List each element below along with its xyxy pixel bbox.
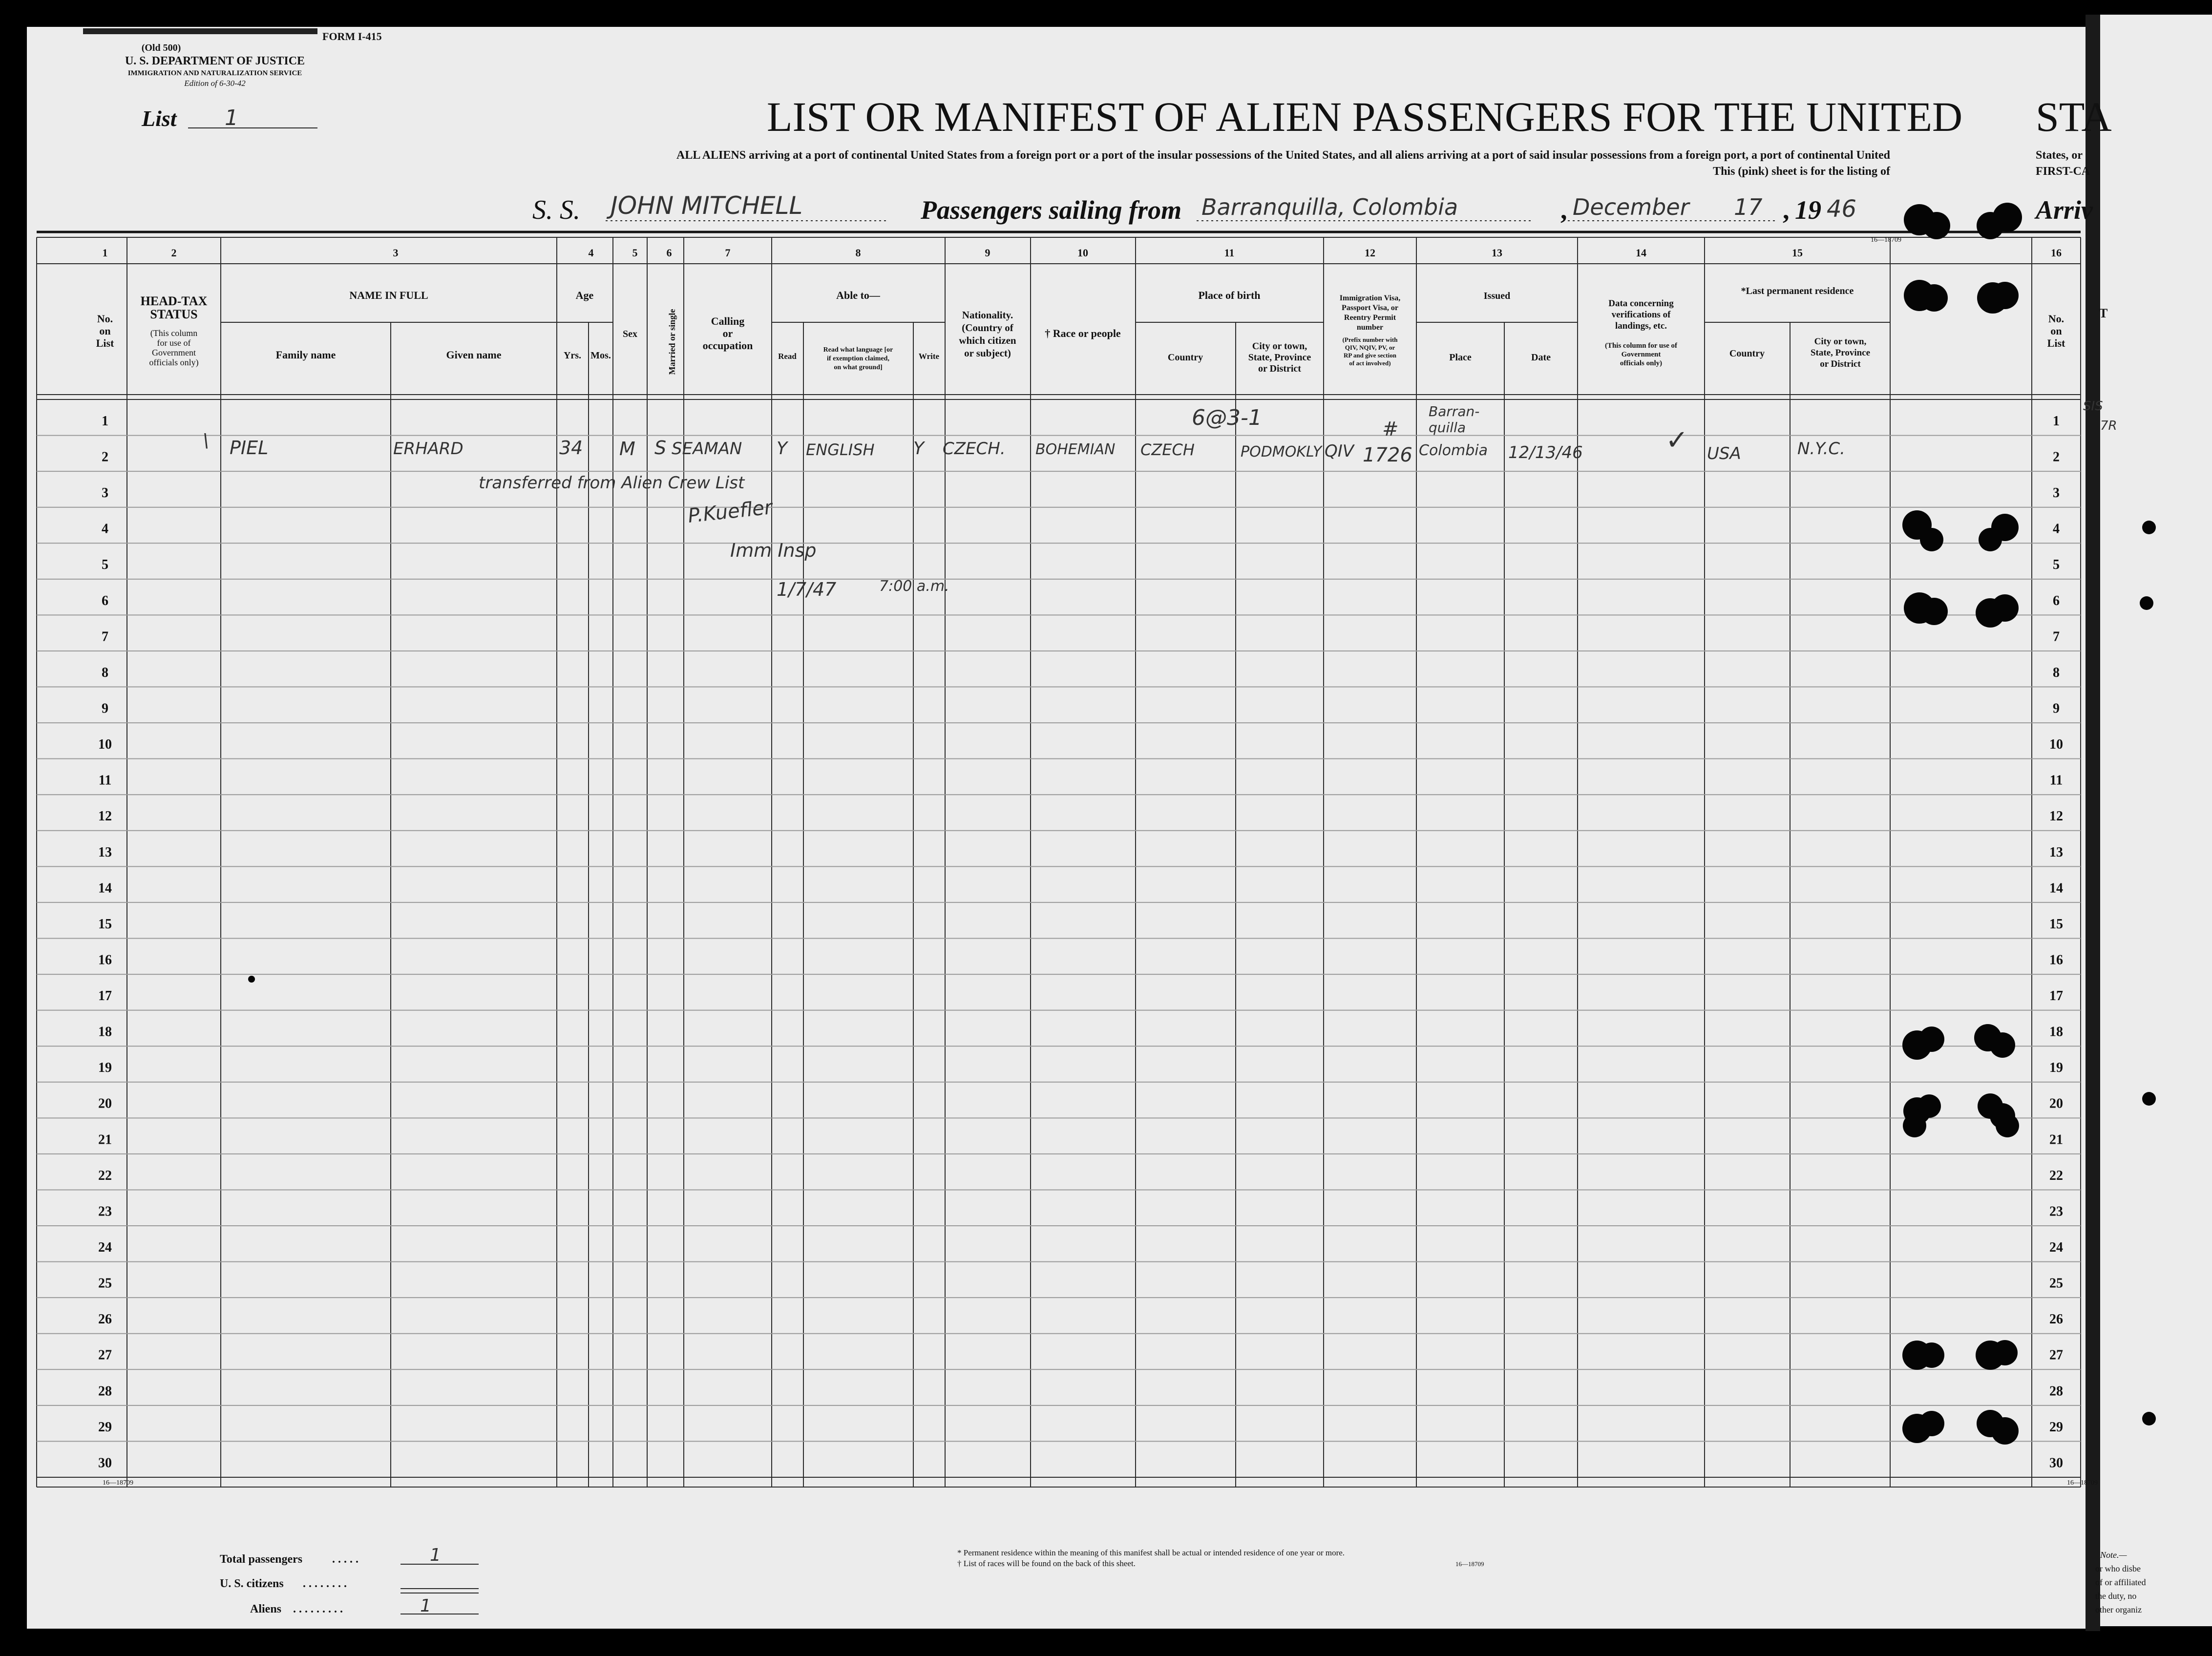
total-passengers-value: 1: [430, 1545, 441, 1565]
svg-text:Country: Country: [1167, 352, 1203, 363]
svg-text:Place: Place: [1449, 352, 1472, 363]
svg-text:3: 3: [393, 247, 399, 259]
svg-text:No.: No.: [97, 313, 113, 325]
married-header: Married or single: [667, 309, 677, 375]
row-number: 1: [2053, 413, 2060, 429]
paper-right-strip: [2095, 15, 2212, 1626]
svg-text:Country: Country: [1729, 348, 1765, 359]
svg-text:. . . . .: . . . . .: [332, 1553, 358, 1566]
row-number: 2: [102, 449, 108, 465]
row-number: 11: [98, 773, 112, 788]
sailing-label: Passengers sailing from: [921, 195, 1182, 225]
issued-date: 12/13/46: [1508, 443, 1583, 462]
svg-text:officials only): officials only): [149, 357, 199, 367]
row-number: 26: [98, 1312, 112, 1327]
row-number: 7: [102, 629, 108, 645]
manifest-title-right: STA: [2036, 93, 2112, 140]
svg-text:(This column for use of: (This column for use of: [1604, 342, 1678, 350]
row-number: 17: [2049, 988, 2063, 1004]
row-number: 6: [102, 593, 108, 608]
sex: M: [619, 438, 635, 460]
svg-text:13: 13: [1492, 247, 1502, 259]
svg-text:(Prefix number with: (Prefix number with: [1342, 336, 1398, 343]
row-number: 1: [102, 413, 108, 429]
svg-text:STATUS: STATUS: [150, 307, 198, 321]
svg-text:on what ground]: on what ground]: [834, 364, 883, 371]
print-code-left: 16—18709: [103, 1479, 133, 1487]
svg-text:Passport Visa, or: Passport Visa, or: [1342, 304, 1398, 312]
svg-text:Government: Government: [152, 348, 196, 357]
svg-text:4: 4: [588, 247, 594, 259]
row-number: 16: [98, 952, 112, 968]
svg-text:Data concerning: Data concerning: [1608, 298, 1674, 309]
head-tax-header: HEAD-TAX: [140, 294, 208, 308]
name-in-full-header: NAME IN FULL: [349, 289, 428, 301]
svg-text:8: 8: [855, 247, 861, 259]
head-tax-mark: \: [203, 430, 209, 451]
row-number: 5: [2053, 557, 2060, 573]
row-number: 21: [98, 1132, 112, 1148]
svg-text:Read: Read: [778, 352, 797, 361]
row-number: 3: [102, 485, 108, 501]
row-number: 12: [98, 809, 112, 824]
date-day: 17: [1734, 194, 1763, 220]
svg-text:List: List: [96, 337, 114, 349]
fold-shadow: [2086, 15, 2100, 1631]
write: Y: [913, 439, 924, 459]
read: Y: [777, 439, 787, 459]
row-number: 14: [2049, 880, 2063, 896]
footnote-code: 16—18709: [1455, 1560, 1484, 1568]
row-number: 13: [98, 844, 112, 860]
row-number: 30: [2049, 1455, 2063, 1471]
birth-city: PODMOKLY: [1241, 443, 1322, 461]
subtitle-1-right: States, or: [2036, 149, 2083, 162]
svg-text:15: 15: [1792, 247, 1803, 259]
svg-text:,: ,: [1783, 195, 1790, 225]
svg-text:. . . . . . . .: . . . . . . . .: [303, 1577, 347, 1590]
service: IMMIGRATION AND NATURALIZATION SERVICE: [127, 69, 302, 77]
row-number: 25: [98, 1276, 112, 1291]
svg-text:Mos.: Mos.: [590, 350, 611, 361]
row-number: 2: [2053, 449, 2060, 465]
svg-text:QIV, NQIV, PV, or: QIV, NQIV, PV, or: [1345, 344, 1395, 351]
svg-text:Calling: Calling: [711, 315, 745, 327]
svg-text:on: on: [99, 325, 111, 337]
row-number: 20: [98, 1096, 112, 1111]
svg-text:11: 11: [1224, 247, 1235, 259]
race: BOHEMIAN: [1035, 441, 1116, 458]
svg-text:(Country of: (Country of: [962, 322, 1013, 334]
right-note-3: of or affiliated: [2095, 1577, 2146, 1587]
svg-text:verifications of: verifications of: [1611, 310, 1671, 320]
row-number: 14: [98, 880, 112, 896]
list-value: 1: [225, 105, 238, 130]
footnote-1: * Permanent residence within the meaning of this manifest shall be actual or intended residence of one year or more.: [957, 1548, 1345, 1557]
verification: ✓: [1665, 424, 1688, 456]
age-yrs: 34: [559, 437, 583, 459]
svg-text:,: ,: [1560, 195, 1567, 225]
row-number: 3: [2053, 485, 2060, 501]
svg-text:RP and give section: RP and give section: [1344, 352, 1396, 359]
row-number: 16: [2049, 952, 2063, 968]
svg-text:for use of: for use of: [157, 338, 191, 348]
row-number: 6: [2053, 593, 2060, 608]
us-citizens-label: U. S. citizens: [220, 1577, 284, 1590]
paper-main: [27, 27, 2088, 1629]
married: S: [654, 437, 667, 459]
total-passengers-label: Total passengers: [220, 1553, 303, 1566]
svg-text:Nationality.: Nationality.: [962, 309, 1013, 321]
svg-text:16: 16: [2051, 247, 2062, 259]
issued-place: Colombia: [1419, 442, 1488, 459]
row-number: 29: [2049, 1419, 2063, 1435]
svg-text:14: 14: [1636, 247, 1646, 259]
right-note-4: the duty, no: [2095, 1591, 2137, 1601]
row-number: 8: [102, 665, 108, 680]
row-number: 15: [2049, 916, 2063, 932]
birth-country: CZECH: [1140, 440, 1195, 459]
row-number: 17: [98, 988, 112, 1004]
svg-text:Yrs.: Yrs.: [563, 350, 582, 361]
list-label: List: [142, 106, 177, 131]
svg-text:Government: Government: [1621, 351, 1661, 358]
svg-text:5: 5: [632, 247, 638, 259]
svg-text:on: on: [2050, 325, 2062, 337]
right-entry-mid: 7R: [2100, 419, 2117, 433]
row-number: 19: [98, 1060, 112, 1076]
signature-name: P.Kuefler: [687, 496, 774, 527]
able-to-header: Able to—: [836, 289, 880, 301]
row-number: 24: [2049, 1240, 2063, 1256]
svg-text:12: 12: [1365, 247, 1375, 259]
read-language: ENGLISH: [806, 440, 875, 459]
year-prefix: 19: [1795, 195, 1821, 225]
svg-text:2: 2: [171, 247, 177, 259]
visa-prefix: QIV: [1325, 441, 1354, 461]
annotation: transferred from Alien Crew List: [479, 473, 745, 493]
manifest-title: LIST OR MANIFEST OF ALIEN PASSENGERS FOR THE UNITED: [767, 93, 1963, 140]
svg-text:City or town,: City or town,: [1814, 336, 1867, 347]
svg-text:Date: Date: [1531, 352, 1551, 363]
right-note-2: or who disbe: [2095, 1564, 2141, 1573]
svg-text:occupation: occupation: [702, 339, 753, 352]
right-col-header: T: [2099, 306, 2108, 320]
row-number: 27: [98, 1347, 112, 1363]
signature-date: 1/7/47: [777, 579, 837, 600]
svg-text:or: or: [722, 327, 733, 339]
svg-text:of act involved): of act involved): [1349, 359, 1391, 367]
old-no: (Old 500): [141, 42, 181, 53]
svg-text:Immigration Visa,: Immigration Visa,: [1339, 294, 1401, 302]
svg-text:Write: Write: [918, 352, 940, 361]
svg-text:or subject): or subject): [964, 347, 1011, 359]
row-number: 28: [98, 1383, 112, 1399]
visa-hash: #: [1382, 418, 1399, 440]
svg-text:10: 10: [1077, 247, 1088, 259]
row-number: 23: [2049, 1204, 2063, 1219]
svg-text:List: List: [2047, 337, 2065, 349]
row-number: 15: [98, 916, 112, 932]
top-edge-bar: [83, 28, 317, 34]
visa-number: 1726: [1363, 444, 1412, 466]
svg-text:or District: or District: [1820, 359, 1861, 369]
ss-label: S. S.: [532, 195, 580, 225]
svg-text:officials only): officials only): [1620, 359, 1663, 367]
row-number: 30: [98, 1455, 112, 1471]
issued-place-top: Barran-: [1429, 403, 1480, 419]
row-number: 10: [2049, 737, 2063, 753]
svg-text:No.: No.: [2048, 313, 2065, 325]
row-number: 5: [102, 557, 108, 573]
svg-text:or District: or District: [1258, 363, 1301, 374]
arriving-label: Arriv: [2036, 195, 2093, 225]
birth-note: 6@3-1: [1192, 405, 1262, 430]
print-code-top: 16—18709: [1871, 236, 1901, 244]
svg-text:9: 9: [985, 247, 990, 259]
svg-text:City or town,: City or town,: [1252, 341, 1307, 352]
right-note-1: Note.—: [2100, 1550, 2127, 1560]
form-id: FORM I-415: [322, 30, 382, 42]
year-suffix: 46: [1827, 195, 1857, 223]
svg-text:7: 7: [725, 247, 731, 259]
svg-text:if exemption claimed,: if exemption claimed,: [827, 355, 889, 362]
signature-time: 7:00 a.m.: [879, 578, 949, 595]
svg-text:1: 1: [102, 247, 108, 259]
age-header: Age: [575, 289, 594, 301]
svg-text:(This column: (This column: [150, 328, 198, 338]
svg-text:Reentry Permit: Reentry Permit: [1344, 314, 1396, 322]
row-number: 28: [2049, 1383, 2063, 1399]
footnote-2: † List of races will be found on the back of this sheet.: [957, 1559, 1136, 1568]
signature-title: Imm Insp: [730, 540, 817, 561]
right-entry-top: SIS: [2083, 399, 2103, 414]
issued-header: Issued: [1483, 291, 1511, 301]
row-number: 24: [98, 1240, 112, 1256]
occupation: SEAMAN: [672, 439, 742, 459]
row-number: 9: [2053, 701, 2060, 716]
row-number: 4: [102, 521, 108, 537]
res-city: N.Y.C.: [1797, 439, 1845, 459]
svg-text:State, Province: State, Province: [1248, 352, 1311, 363]
svg-text:6: 6: [666, 247, 672, 259]
row-number: 4: [2053, 521, 2060, 537]
row-number: 23: [98, 1204, 112, 1219]
row-number: 10: [98, 737, 112, 753]
row-number: 19: [2049, 1060, 2063, 1076]
row-number: 29: [98, 1419, 112, 1435]
race-header: † Race or people: [1045, 327, 1121, 339]
row-number: 22: [98, 1168, 112, 1183]
res-country: USA: [1707, 444, 1741, 463]
department: U. S. DEPARTMENT OF JUSTICE: [125, 55, 305, 67]
last-residence-header: *Last permanent residence: [1741, 286, 1854, 296]
svg-text:which citizen: which citizen: [959, 335, 1016, 346]
family-name-header: Family name: [275, 349, 336, 361]
subtitle-1: ALL ALIENS arriving at a port of continental United States from a foreign port or a port of the insular possessions of the United States, and all aliens arriving at a port of said insular possessions from a foreign port, a port of continental United: [676, 149, 1890, 162]
svg-text:. . . . . . . . .: . . . . . . . . .: [293, 1603, 343, 1615]
sex-header: Sex: [623, 329, 637, 339]
print-code-right: 16—18709: [2067, 1479, 2098, 1487]
ship-name: JOHN MITCHELL: [611, 191, 803, 220]
row-number: 11: [2049, 773, 2063, 788]
svg-text:landings, etc.: landings, etc.: [1615, 321, 1667, 331]
row-number: 8: [2053, 665, 2060, 680]
svg-text:number: number: [1356, 323, 1384, 332]
row-number: 27: [2049, 1347, 2063, 1363]
aliens-value: 1: [420, 1596, 431, 1616]
row-number: 13: [2049, 844, 2063, 860]
row-number: 18: [2049, 1024, 2063, 1040]
date-month: December: [1573, 194, 1689, 220]
issued-place-mid: quilla: [1429, 419, 1466, 436]
svg-text:State, Province: State, Province: [1810, 348, 1871, 358]
row-number: 12: [2049, 809, 2063, 824]
given-name: ERHARD: [393, 439, 463, 459]
svg-text:Read what language [or: Read what language [or: [823, 346, 893, 354]
right-note-5: other organiz: [2095, 1605, 2142, 1614]
row-number: 18: [98, 1024, 112, 1040]
edition: Edition of 6-30-42: [184, 79, 246, 88]
row-number: 21: [2049, 1132, 2063, 1148]
row-number: 20: [2049, 1096, 2063, 1111]
row-number: 25: [2049, 1276, 2063, 1291]
given-name-header: Given name: [446, 349, 502, 361]
row-number: 26: [2049, 1312, 2063, 1327]
family-name: PIEL: [230, 437, 269, 459]
row-number: 9: [102, 701, 108, 716]
subtitle-2: This (pink) sheet is for the listing of: [1713, 165, 1890, 178]
row-number: 7: [2053, 629, 2060, 645]
subtitle-2-right: FIRST-CA: [2036, 165, 2090, 178]
row-number: 22: [2049, 1168, 2063, 1183]
place-of-birth-header: Place of birth: [1198, 289, 1261, 301]
sailing-from: Barranquilla, Colombia: [1201, 194, 1458, 220]
nationality: CZECH.: [943, 439, 1006, 459]
aliens-label: Aliens: [250, 1603, 282, 1615]
